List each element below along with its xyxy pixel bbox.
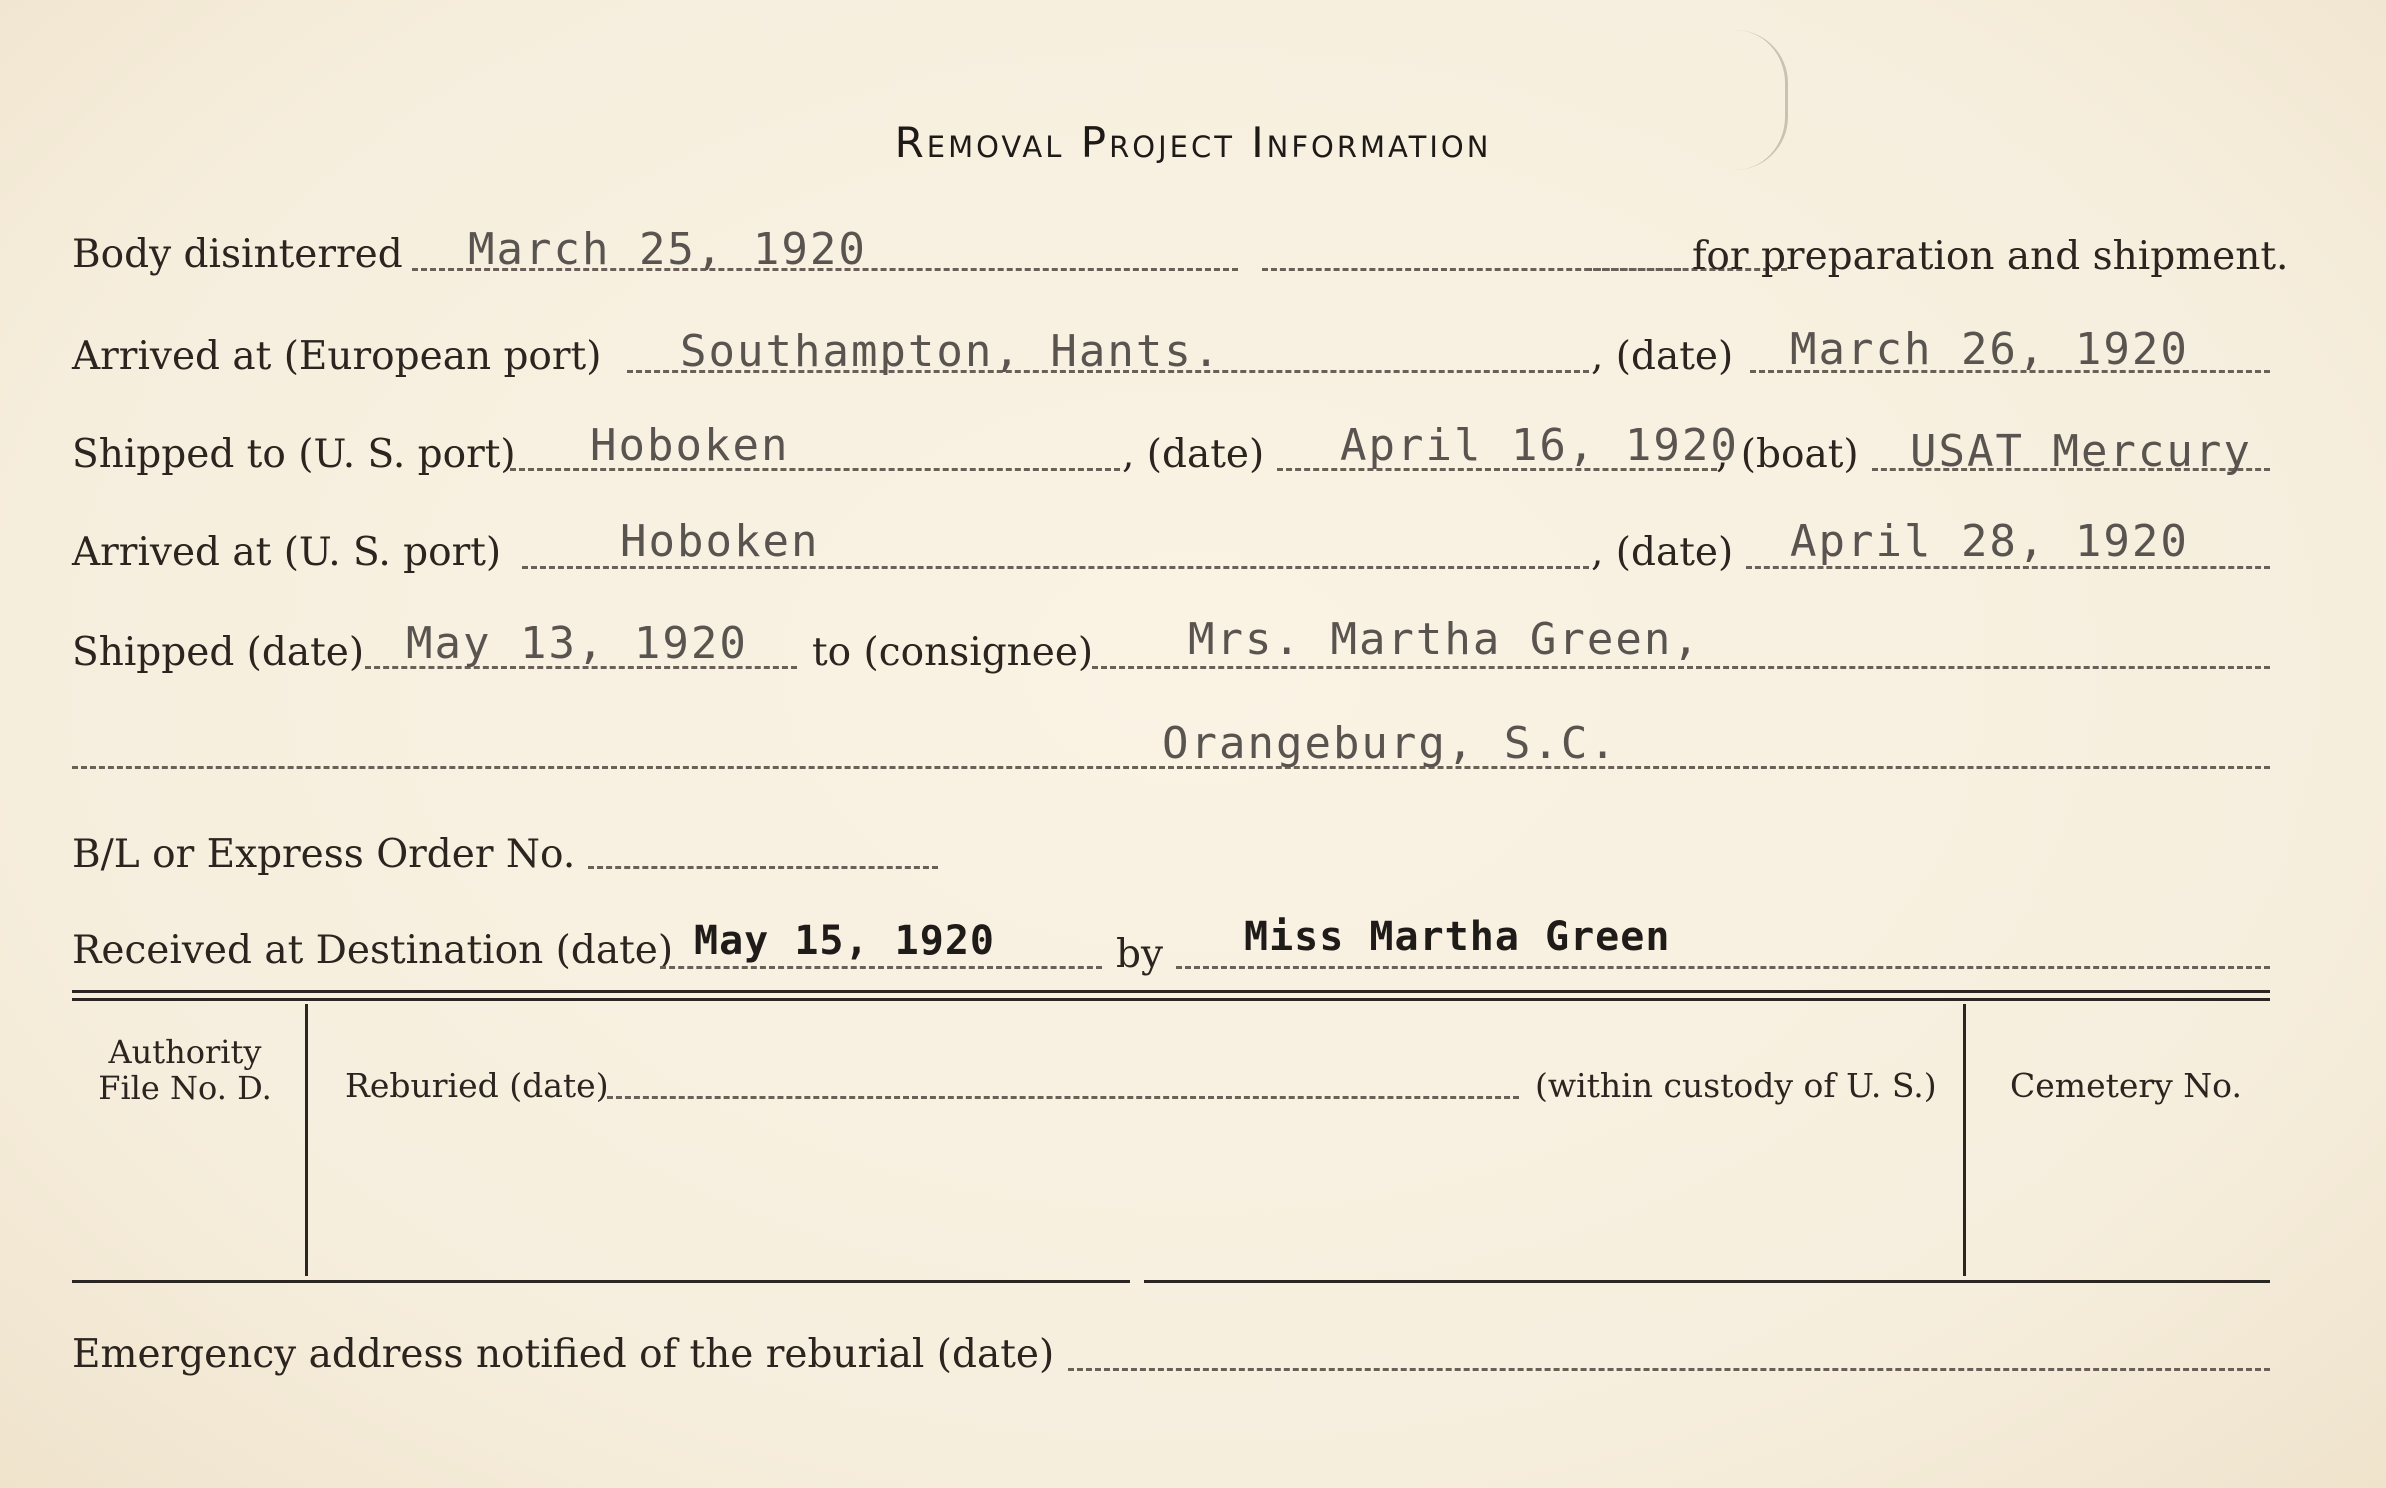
received-line: [660, 966, 1102, 969]
consignee-address-value: Orangeburg, S.C.: [1162, 718, 1618, 769]
consignee-line: [1092, 666, 2270, 669]
reburied-label: Reburied (date): [345, 1066, 609, 1105]
shipped-us-value: Hoboken: [590, 420, 790, 471]
received-value: May 15, 1920: [694, 918, 995, 964]
received-by-line: [1176, 966, 2270, 969]
cemetery-label: Cemetery No.: [2010, 1066, 2242, 1105]
custody-label: (within custody of U. S.): [1535, 1066, 1937, 1105]
shipped-us-label: Shipped to (U. S. port): [72, 432, 516, 477]
received-by-label: by: [1116, 932, 1163, 977]
arrived-european-label: Arrived at (European port): [72, 334, 602, 379]
shipped-date-value: May 13, 1920: [406, 618, 748, 669]
bl-order-line: [588, 866, 938, 869]
shipped-us-boat-label: , (boat): [1716, 432, 1859, 477]
double-rule-top: [72, 990, 2270, 993]
double-rule-bottom: [72, 998, 2270, 1001]
received-label: Received at Destination (date): [72, 928, 674, 973]
consignee-label: to (consignee): [812, 630, 1094, 675]
body-disinterred-value: March 25, 1920: [468, 224, 867, 275]
shipped-date-label: Shipped (date): [72, 630, 365, 675]
arrived-european-value: Southampton, Hants.: [680, 326, 1222, 377]
arrived-european-date-value: March 26, 1920: [1790, 324, 2189, 375]
box-bottom-rule-right: [1144, 1280, 2270, 1283]
box-bottom-rule-left: [72, 1280, 1130, 1283]
shipped-us-date-value: April 16, 1920: [1340, 420, 1739, 471]
body-disinterred-label: Body disinterred: [72, 232, 403, 277]
body-disinterred-line-3: [1586, 268, 1681, 271]
shipped-us-date-label: , (date): [1122, 432, 1265, 477]
shipped-us-boat-value: USAT Mercury: [1910, 426, 2252, 477]
authority-line-2: File No. D.: [98, 1069, 272, 1107]
authority-line-1: Authority: [108, 1033, 262, 1071]
arrived-us-value: Hoboken: [620, 516, 820, 567]
left-divider: [305, 1004, 308, 1276]
consignee-value: Mrs. Martha Green,: [1188, 614, 1701, 665]
arrived-us-date-value: April 28, 1920: [1790, 516, 2189, 567]
arrived-us-date-label: , (date): [1591, 530, 1734, 575]
right-divider: [1963, 1004, 1966, 1276]
body-disinterred-suffix: for preparation and shipment.: [1692, 234, 2289, 279]
received-by-value: Miss Martha Green: [1244, 914, 1671, 960]
emergency-line: [1068, 1368, 2270, 1371]
authority-label: [80, 1034, 290, 1106]
bl-order-label: B/L or Express Order No.: [72, 832, 576, 877]
arrived-us-label: Arrived at (U. S. port): [72, 530, 502, 575]
emergency-label: Emergency address notified of the reburial (date): [72, 1332, 1055, 1377]
card-title: Removal Project Information: [894, 118, 1492, 167]
arrived-european-date-label: , (date): [1591, 334, 1734, 379]
reburied-line: [607, 1096, 1519, 1099]
